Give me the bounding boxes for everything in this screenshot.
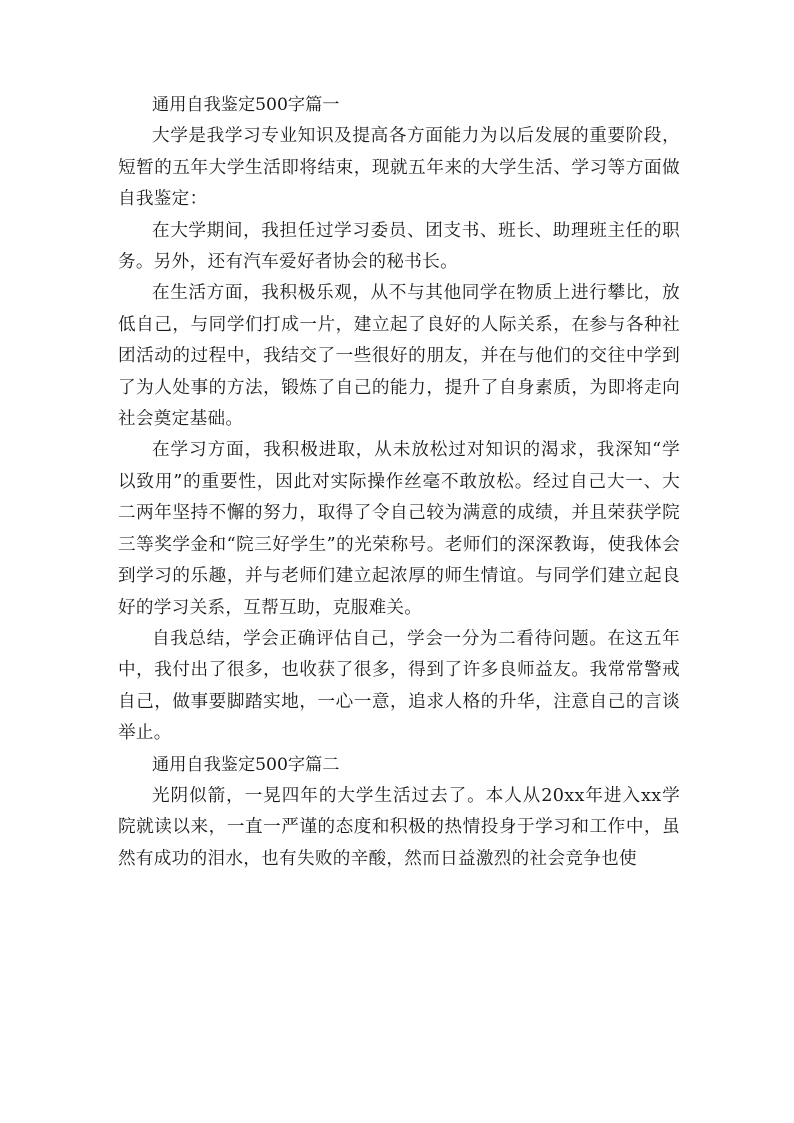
section-heading-2: 通用自我鉴定500字篇二 [152, 754, 340, 775]
paragraph-1-3: 在生活方面，我积极乐观，从不与其他同学在物质上进行攀比，放低自己，与同学们打成一片，建立起了良好的人际关系，在参与各种社团活动的过程中，我结交了一些很好的朋友，并在与他们的交往中学到了为人处事的方法，锻炼了自己的能力，提升了自身素质，为即将走向社会奠定基础。 [118, 283, 680, 430]
paragraph-1-4: 在学习方面，我积极进取，从未放松过对知识的渴求，我深知“学以致用”的重要性，因此对实际操作丝毫不敢放松。经过自己大一、大二两年坚持不懈的努力，取得了令自己较为满意的成绩，并且荣获学院三等奖学金和“院三好学生”的光荣称号。老师们的深深教诲，使我体会到学习的乐趣，并与老师们建立起浓厚的师生情谊。与同学们建立起良好的学习关系，互帮互助，克服难关。 [118, 440, 680, 618]
document-body [118, 90, 680, 875]
paragraph-1-5: 自我总结，学会正确评估自己，学会一分为二看待问题。在这五年中，我付出了很多，也收获了很多，得到了许多良师益友。我常常警戒自己，做事要脚踏实地，一心一意，追求人格的升华，注意自己的言谈举止。 [118, 628, 680, 744]
paragraph-1-1: 大学是我学习专业知识及提高各方面能力为以后发展的重要阶段，短暂的五年大学生活即将结束，现就五年来的大学生活、学习等方面做自我鉴定： [118, 126, 680, 210]
paragraph-2-1: 光阴似箭，一晃四年的大学生活过去了。本人从20xx年进入xx学院就读以来，一直一严谨的态度和积极的热情投身于学习和工作中，虽然有成功的泪水，也有失败的辛酸，然而日益激烈的社会竞争也使 [118, 785, 680, 869]
section-heading-1: 通用自我鉴定500字篇一 [152, 95, 340, 115]
paragraph-1-2: 在大学期间，我担任过学习委员、团支书、班长、助理班主任的职务。另外，还有汽车爱好者协会的秘书长。 [118, 220, 680, 273]
